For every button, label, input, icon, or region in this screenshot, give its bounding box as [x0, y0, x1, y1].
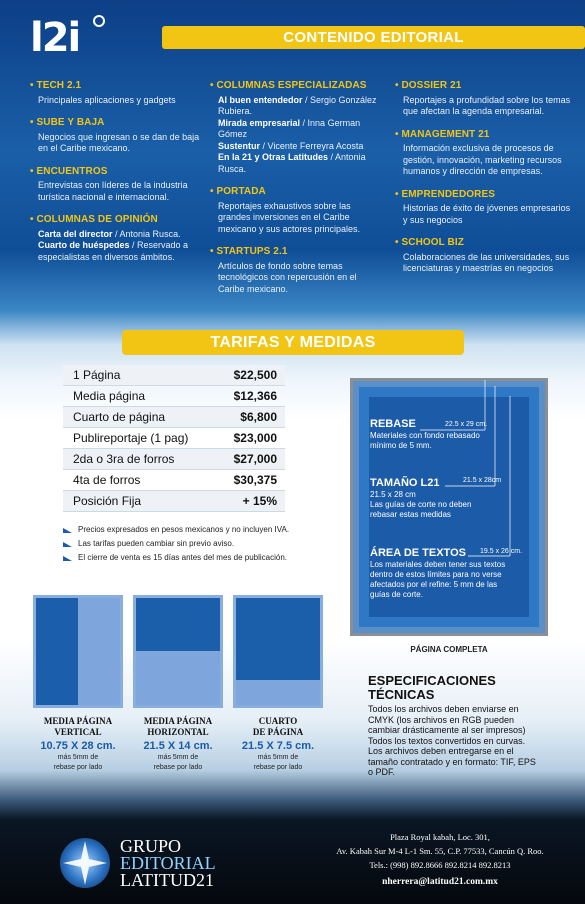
banner-tarifas: TARIFAS Y MEDIDAS — [122, 330, 464, 355]
item-author: / Vicente Ferreyra Acosta — [260, 140, 364, 151]
price-value: $27,000 — [233, 452, 277, 466]
price-label: 2da o 3ra de forros — [73, 452, 175, 466]
thumb-note: rebase por lado — [153, 764, 203, 771]
price-row — [63, 365, 285, 386]
content-column-2 — [210, 80, 385, 306]
thumb-note: rebase por lado — [53, 764, 103, 771]
note — [63, 537, 289, 551]
section-title: • SCHOOL BIZ — [395, 237, 464, 248]
thumb-label-line: DE PÁGINA — [252, 727, 304, 737]
price-notes — [63, 523, 289, 565]
thumb-shade — [136, 651, 220, 705]
logo-text: l2i — [30, 15, 80, 61]
note-text: Las tarifas pueden cambiar sin previo aviso. — [78, 539, 235, 548]
price-row — [63, 386, 285, 407]
item-name: Mirada empresarial — [218, 117, 301, 128]
price-label: Posición Fija — [73, 494, 142, 508]
contact-info — [300, 830, 580, 889]
tamano-title: TAMAÑO L21 — [370, 477, 440, 489]
section-title: • COLUMNAS DE OPINIÓN — [30, 214, 158, 225]
section — [395, 189, 575, 227]
triangle-bullet-icon — [63, 556, 72, 561]
section-title: • COLUMNAS ESPECIALIZADAS — [210, 80, 367, 91]
thumb-cuarto — [233, 595, 323, 708]
rebase-spec — [370, 419, 480, 451]
thumb-note: rebase por lado — [253, 764, 303, 771]
section-title: • TECH 2.1 — [30, 80, 82, 91]
section-title: • MANAGEMENT 21 — [395, 128, 490, 140]
item-name: Sustentur — [218, 140, 261, 151]
section — [395, 237, 575, 275]
item-name: Cuarto de huéspedes — [38, 240, 130, 250]
spec-line: tamaño contratado y en formato: TIF, EPS — [368, 756, 536, 767]
section-desc: Entrevistas con líderes de la industria turística nacional e internacional. — [38, 180, 188, 202]
area-spec — [370, 548, 505, 600]
email-link[interactable]: nherrera@latitud21.com.mx — [382, 877, 498, 887]
section-item — [30, 229, 205, 241]
thumb-label-1 — [23, 716, 133, 772]
compass-star-icon — [60, 838, 110, 888]
brand-line: LATITUD21 — [120, 870, 214, 890]
spec-line: cambiar drásticamente al ser impresos) — [368, 725, 526, 735]
area-text: afectados por el refine: 5 mm de las — [370, 580, 498, 589]
price-label: Media página — [73, 389, 146, 403]
address-line: Av. Kabah Sur M-4 L-1 Sm. 55, C.P. 77533, Cancún Q. Roo. — [336, 846, 544, 856]
section-desc: Historias de éxito de jóvenes empresarios y sus negocios — [403, 203, 571, 225]
section — [210, 80, 385, 175]
brand-line: GRUPO — [120, 836, 182, 856]
section-desc: Principales aplicaciones y gadgets — [38, 94, 176, 105]
price-label: Cuarto de página — [73, 410, 166, 424]
section-title: • DOSSIER 21 — [395, 80, 462, 91]
price-value: $6,800 — [240, 410, 277, 424]
section-item — [210, 152, 385, 175]
price-value: + 15% — [242, 494, 277, 508]
brand-name — [120, 838, 216, 889]
section — [210, 246, 385, 295]
tamano-dimension: 21.5 x 28cm — [463, 477, 502, 484]
spec-line: o PDF. — [368, 767, 396, 777]
triangle-bullet-icon — [63, 542, 72, 547]
phone-line: Tels.: (998) 892.8666 892.8214 892.8213 — [369, 860, 511, 870]
thumb-label-3 — [223, 716, 333, 772]
thumb-note: más 5mm de — [157, 754, 199, 761]
address-line: Plaza Royal kabah, Loc. 301, — [390, 832, 490, 842]
section — [30, 214, 205, 263]
spec-line: Todos los textos convertidos en curvas. — [368, 735, 526, 746]
section — [395, 80, 575, 118]
thumb-media-vertical — [33, 595, 123, 708]
specs-title: TÉCNICAS — [368, 687, 435, 702]
item-author: / Inna German Gómez — [218, 117, 361, 139]
banner-contenido-editorial: CONTENIDO EDITORIAL — [162, 26, 585, 49]
thumb-dimension: 21.5 X 7.5 cm. — [241, 740, 315, 752]
section-title: • ENCUENTROS — [30, 165, 108, 177]
thumb-note: más 5mm de — [57, 754, 99, 761]
item-author: / Antonia Rusca. — [112, 228, 181, 239]
l21-logo — [30, 12, 110, 64]
area-dimension: 19.5 x 26 cm. — [480, 548, 523, 555]
specs-body — [368, 704, 538, 778]
section-desc: Negocios que ingresan o se dan de baja en el Caribe mexicano. — [38, 131, 200, 153]
price-value: $23,000 — [233, 431, 277, 445]
price-row — [63, 491, 285, 512]
section-title: • SUBE Y BAJA — [30, 117, 105, 128]
specs-title: ESPECIFICACIONES — [368, 673, 496, 688]
price-value: $22,500 — [233, 368, 277, 382]
section-item — [210, 95, 385, 118]
item-name: En la 21 y Otras Latitudes — [218, 152, 329, 162]
area-text: dentro de estos límites para no verse — [370, 570, 502, 579]
section — [210, 186, 385, 235]
note — [63, 523, 289, 537]
item-name: Al buen entendedor — [218, 94, 303, 105]
area-text: guías de corte. — [370, 590, 423, 599]
thumb-label-line: HORIZONTAL — [147, 727, 209, 737]
price-row — [63, 428, 285, 449]
item-author: / Antonia Rusca. — [218, 152, 366, 174]
price-row — [63, 470, 285, 491]
content-column-3 — [395, 80, 575, 286]
section-item — [30, 240, 205, 263]
thumb-label-line: VERTICAL — [54, 727, 102, 737]
section-desc: Reportajes exhaustivos sobre las grandes inversiones en el Caribe mexicano y sus actores principales. — [218, 200, 361, 234]
area-text: Los materiales deben tener sus textos — [370, 560, 506, 569]
thumb-dimension: 10.75 X 28 cm. — [40, 740, 116, 752]
section-title: • PORTADA — [210, 186, 266, 197]
section — [30, 117, 205, 155]
thumb-label-line: CUARTO — [258, 716, 298, 726]
rebase-text: Materiales con fondo rebasado — [370, 431, 480, 440]
tamano-text: rebasar estas medidas — [370, 510, 451, 519]
item-author: / Reservado a especialistas en diversos ámbitos. — [38, 240, 189, 262]
thumb-label-line: MEDIA PÁGINA — [143, 716, 213, 726]
tamano-text: 21.5 x 28 cm — [370, 490, 416, 499]
price-label: 4ta de forros — [73, 473, 141, 487]
thumb-shade — [78, 598, 120, 705]
section — [30, 80, 205, 106]
logo-circle-icon — [92, 14, 106, 28]
section-title: • STARTUPS 2.1 — [210, 246, 288, 257]
note-text: El cierre de venta es 15 días antes del mes de publicación. — [78, 553, 288, 562]
section-desc: Información exclusiva de procesos de gestión, innovación, marketing recursos humanos y dirección de empresas. — [403, 143, 562, 176]
thumb-label-2 — [123, 716, 233, 772]
thumb-dimension: 21.5 X 14 cm. — [143, 740, 213, 752]
section-item — [210, 141, 385, 153]
price-table — [63, 365, 285, 512]
note-text: Precios expresados en pesos mexicanos y no incluyen IVA. — [78, 525, 290, 534]
thumb-label-line: MEDIA PÁGINA — [43, 716, 113, 726]
spec-line: CMYK (los archivos en RGB pueden — [368, 714, 515, 725]
price-label: Publireportaje (1 pag) — [73, 431, 189, 445]
item-author: / Sergio González Rubiera. — [218, 94, 377, 116]
price-value: $30,375 — [233, 473, 277, 487]
triangle-bullet-icon — [63, 528, 72, 533]
rebase-text: mínimo de 5 mm. — [370, 441, 432, 450]
section-item — [210, 118, 385, 141]
thumb-media-horizontal — [133, 595, 223, 708]
section-title: • EMPRENDEDORES — [395, 188, 496, 200]
area-title: ÁREA DE TEXTOS — [370, 547, 466, 559]
section-desc: Artículos de fondo sobre temas tecnológicos con repercusión en el Caribe mexicano. — [218, 260, 357, 294]
thumb-shade — [236, 680, 320, 705]
price-row — [63, 449, 285, 470]
section — [395, 129, 575, 178]
spec-line: Todos los archivos deben enviarse en — [368, 704, 519, 714]
section-desc: Colaboraciones de las universidades, sus licenciaturas y maestrías en negocios — [403, 251, 570, 273]
section-desc: Reportajes a profundidad sobre los temas que afectan la agenda empresarial. — [403, 94, 571, 116]
thumb-note: más 5mm de — [257, 754, 299, 761]
note — [63, 551, 289, 565]
price-label: 1 Página — [73, 368, 121, 382]
full-page-caption: PÁGINA COMPLETA — [410, 645, 488, 654]
rebase-dimension: 22.5 x 29 cm. — [445, 421, 488, 428]
item-name: Carta del director — [38, 228, 113, 239]
price-value: $12,366 — [233, 389, 277, 403]
rebase-title: REBASE — [370, 418, 416, 430]
tamano-spec — [370, 478, 471, 520]
tamano-text: Las guías de corte no deben — [370, 500, 472, 509]
tech-specs — [368, 674, 538, 778]
price-row — [63, 407, 285, 428]
section — [30, 166, 205, 204]
brand-line: EDITORIAL — [120, 853, 216, 873]
content-column-1 — [30, 80, 205, 274]
spec-line: Los archivos deben entregarse en el — [368, 746, 514, 756]
compass-logo-icon — [60, 838, 110, 888]
